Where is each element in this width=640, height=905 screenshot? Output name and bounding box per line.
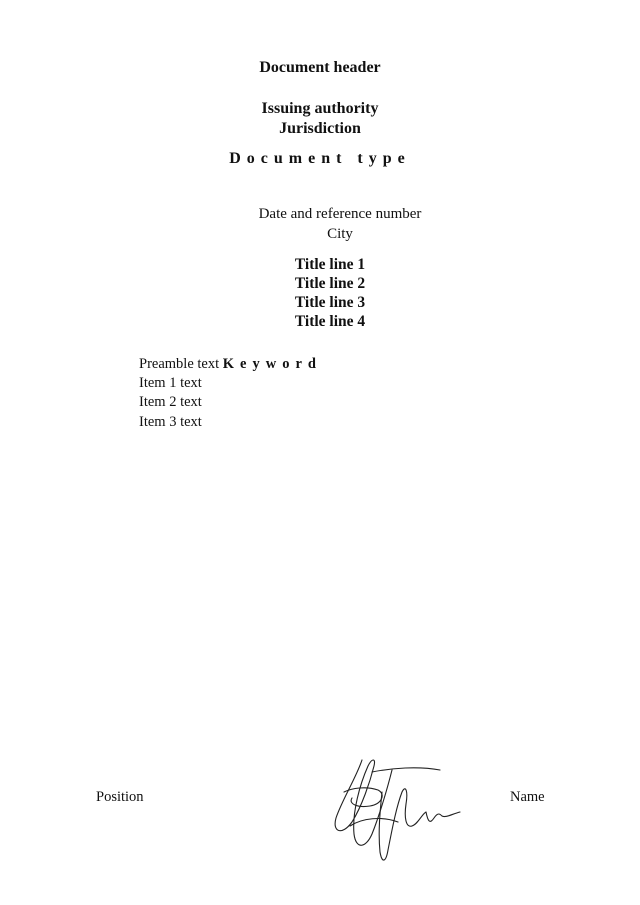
preamble-text: Preamble text	[139, 356, 220, 372]
city: City	[327, 226, 353, 242]
header-line-3: Jurisdiction	[279, 120, 361, 137]
preamble	[93, 355, 600, 374]
preamble-keyword: Keyword	[222, 356, 322, 372]
doc-type: Document type	[229, 150, 411, 167]
item-1: Item 1 text	[139, 375, 202, 392]
document-body	[93, 355, 600, 432]
title-line-3: Title line 3	[294, 294, 366, 311]
date-number: Date and reference number	[258, 206, 422, 222]
header-line-2: Issuing authority	[261, 100, 379, 117]
signature-name: Name	[510, 789, 545, 805]
title-line-1: Title line 1	[294, 256, 366, 273]
header-line-1: Document header	[259, 59, 381, 76]
handwritten-signature	[322, 752, 472, 870]
item-2: Item 2 text	[139, 394, 202, 411]
title-line-4: Title line 4	[294, 313, 366, 330]
title-line-2: Title line 2	[294, 275, 366, 292]
item-3: Item 3 text	[139, 413, 202, 430]
signature-position: Position	[96, 789, 144, 805]
